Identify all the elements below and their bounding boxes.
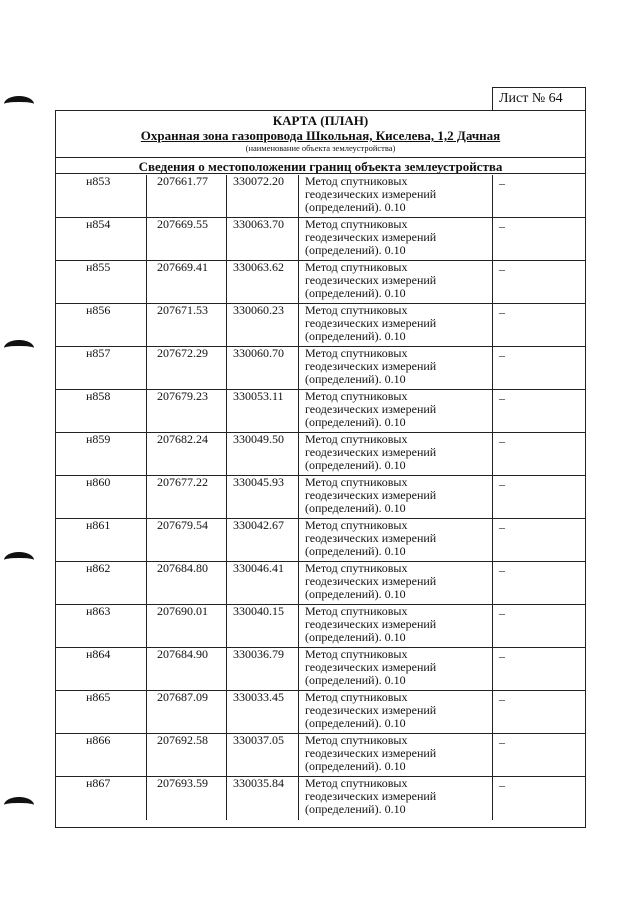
- method-line: геодезических измерений: [305, 187, 437, 201]
- extra-cell: [492, 261, 587, 303]
- method-line: Метод спутниковых: [305, 647, 408, 661]
- method-description: [298, 519, 492, 561]
- method-line: геодезических измерений: [305, 316, 437, 330]
- method-line: Метод спутниковых: [305, 432, 408, 446]
- document-title: КАРТА (ПЛАН): [272, 113, 369, 128]
- coordinate-y: 330063.70: [226, 218, 298, 260]
- coordinate-y: 330036.79: [226, 648, 298, 690]
- point-id: н853: [86, 174, 111, 188]
- point-id: н855: [86, 260, 111, 274]
- coordinate-y: 330037.05: [226, 734, 298, 776]
- method-description: [298, 433, 492, 475]
- point-id: н860: [86, 475, 111, 489]
- extra-cell: [492, 347, 587, 389]
- method-description: [298, 347, 492, 389]
- dash-mark: –: [499, 735, 505, 749]
- method-line: Метод спутниковых: [305, 776, 408, 790]
- method-line: Метод спутниковых: [305, 217, 408, 231]
- method-line: (определений). 0.10: [305, 243, 406, 257]
- method-line: Метод спутниковых: [305, 260, 408, 274]
- point-id: н857: [86, 346, 111, 360]
- extra-cell: [492, 218, 587, 260]
- method-line: (определений). 0.10: [305, 286, 406, 300]
- coordinate-y: 330049.50: [226, 433, 298, 475]
- method-line: (определений). 0.10: [305, 200, 406, 214]
- extra-cell: [492, 734, 587, 776]
- dash-mark: –: [499, 262, 505, 276]
- document-table: [55, 110, 586, 828]
- method-line: геодезических измерений: [305, 617, 437, 631]
- dash-mark: –: [499, 348, 505, 362]
- coordinate-y: 330042.67: [226, 519, 298, 561]
- table-row: [56, 218, 585, 261]
- point-id: н862: [86, 561, 111, 575]
- section-title: Сведения о местоположении границ объекта землеустройства: [138, 159, 503, 174]
- dash-mark: –: [499, 778, 505, 792]
- coordinate-y: 330035.84: [226, 777, 298, 820]
- method-description: [298, 605, 492, 647]
- object-caption: (наименование объекта землеустройства): [245, 143, 396, 153]
- header-divider: [56, 157, 585, 158]
- method-line: Метод спутниковых: [305, 561, 408, 575]
- method-description: [298, 390, 492, 432]
- table-row: [56, 605, 585, 648]
- extra-cell: [492, 519, 587, 561]
- method-line: геодезических измерений: [305, 574, 437, 588]
- point-id: н863: [86, 604, 111, 618]
- dash-mark: –: [499, 649, 505, 663]
- dash-mark: –: [499, 305, 505, 319]
- method-line: (определений). 0.10: [305, 759, 406, 773]
- table-row: [56, 777, 585, 820]
- coordinate-x: 207679.23: [146, 390, 226, 432]
- punch-hole-mark: [4, 96, 34, 112]
- dash-mark: –: [499, 219, 505, 233]
- point-id: н867: [86, 776, 111, 790]
- coordinate-y: 330045.93: [226, 476, 298, 518]
- method-description: [298, 648, 492, 690]
- extra-cell: [492, 175, 587, 217]
- method-line: геодезических измерений: [305, 531, 437, 545]
- extra-cell: [492, 562, 587, 604]
- coordinate-y: 330040.15: [226, 605, 298, 647]
- extra-cell: [492, 648, 587, 690]
- extra-cell: [492, 304, 587, 346]
- coordinate-x: 207690.01: [146, 605, 226, 647]
- coordinate-y: 330063.62: [226, 261, 298, 303]
- dash-mark: –: [499, 692, 505, 706]
- extra-cell: [492, 605, 587, 647]
- method-description: [298, 304, 492, 346]
- punch-hole-mark: [4, 340, 34, 356]
- coordinate-x: 207671.53: [146, 304, 226, 346]
- point-id: н865: [86, 690, 111, 704]
- point-id: н856: [86, 303, 111, 317]
- dash-mark: –: [499, 391, 505, 405]
- punch-hole-mark: [4, 797, 34, 813]
- method-line: (определений). 0.10: [305, 587, 406, 601]
- method-description: [298, 734, 492, 776]
- method-line: (определений). 0.10: [305, 329, 406, 343]
- coordinate-x: 207684.80: [146, 562, 226, 604]
- table-row: [56, 562, 585, 605]
- coordinate-y: 330053.11: [226, 390, 298, 432]
- method-description: [298, 476, 492, 518]
- coordinate-y: 330033.45: [226, 691, 298, 733]
- dash-mark: –: [499, 606, 505, 620]
- extra-cell: [492, 390, 587, 432]
- method-line: Метод спутниковых: [305, 733, 408, 747]
- method-line: (определений). 0.10: [305, 673, 406, 687]
- coordinate-x: 207684.90: [146, 648, 226, 690]
- method-description: [298, 691, 492, 733]
- table-row: [56, 261, 585, 304]
- table-row: [56, 390, 585, 433]
- table-row: [56, 304, 585, 347]
- coordinate-x: 207679.54: [146, 519, 226, 561]
- method-line: (определений). 0.10: [305, 458, 406, 472]
- extra-cell: [492, 777, 587, 820]
- coordinate-y: 330060.70: [226, 347, 298, 389]
- coordinate-y: 330060.23: [226, 304, 298, 346]
- method-line: (определений). 0.10: [305, 802, 406, 816]
- method-line: (определений). 0.10: [305, 630, 406, 644]
- method-line: геодезических измерений: [305, 359, 437, 373]
- coordinate-y: 330046.41: [226, 562, 298, 604]
- dash-mark: –: [499, 520, 505, 534]
- point-id: н866: [86, 733, 111, 747]
- coordinate-x: 207693.59: [146, 777, 226, 820]
- method-line: Метод спутниковых: [305, 174, 408, 188]
- coordinate-x: 207687.09: [146, 691, 226, 733]
- method-line: Метод спутниковых: [305, 346, 408, 360]
- method-line: Метод спутниковых: [305, 690, 408, 704]
- method-line: Метод спутниковых: [305, 604, 408, 618]
- coordinate-x: 207669.41: [146, 261, 226, 303]
- table-row: [56, 347, 585, 390]
- coordinate-x: 207692.58: [146, 734, 226, 776]
- point-id: н854: [86, 217, 111, 231]
- table-row: [56, 433, 585, 476]
- table-row: [56, 476, 585, 519]
- point-id: н861: [86, 518, 111, 532]
- method-description: [298, 218, 492, 260]
- method-line: геодезических измерений: [305, 445, 437, 459]
- method-line: геодезических измерений: [305, 703, 437, 717]
- dash-mark: –: [499, 176, 505, 190]
- method-line: геодезических измерений: [305, 402, 437, 416]
- coordinate-y: 330072.20: [226, 175, 298, 217]
- extra-cell: [492, 476, 587, 518]
- dash-mark: –: [499, 563, 505, 577]
- method-description: [298, 777, 492, 820]
- extra-cell: [492, 691, 587, 733]
- coordinate-x: 207669.55: [146, 218, 226, 260]
- coordinate-x: 207661.77: [146, 175, 226, 217]
- point-id: н859: [86, 432, 111, 446]
- method-line: Метод спутниковых: [305, 303, 408, 317]
- coordinate-x: 207672.29: [146, 347, 226, 389]
- method-description: [298, 175, 492, 217]
- table-row: [56, 691, 585, 734]
- extra-cell: [492, 433, 587, 475]
- method-line: (определений). 0.10: [305, 501, 406, 515]
- method-description: [298, 261, 492, 303]
- table-row: [56, 519, 585, 562]
- sheet-number: Лист № 64: [492, 87, 586, 111]
- table-row: [56, 648, 585, 691]
- method-line: (определений). 0.10: [305, 544, 406, 558]
- method-description: [298, 562, 492, 604]
- dash-mark: –: [499, 477, 505, 491]
- point-id: н858: [86, 389, 111, 403]
- coordinate-x: 207677.22: [146, 476, 226, 518]
- method-line: (определений). 0.10: [305, 415, 406, 429]
- method-line: геодезических измерений: [305, 273, 437, 287]
- method-line: (определений). 0.10: [305, 372, 406, 386]
- dash-mark: –: [499, 434, 505, 448]
- method-line: (определений). 0.10: [305, 716, 406, 730]
- table-row: [56, 175, 585, 218]
- method-line: геодезических измерений: [305, 230, 437, 244]
- method-line: геодезических измерений: [305, 488, 437, 502]
- method-line: Метод спутниковых: [305, 389, 408, 403]
- object-name: Охранная зона газопровода Школьная, Киселева, 1,2 Дачная: [140, 128, 501, 143]
- method-line: геодезических измерений: [305, 789, 437, 803]
- method-line: Метод спутниковых: [305, 518, 408, 532]
- method-line: геодезических измерений: [305, 660, 437, 674]
- method-line: геодезических измерений: [305, 746, 437, 760]
- method-line: Метод спутниковых: [305, 475, 408, 489]
- point-id: н864: [86, 647, 111, 661]
- punch-hole-mark: [4, 552, 34, 568]
- table-row: [56, 734, 585, 777]
- coordinate-x: 207682.24: [146, 433, 226, 475]
